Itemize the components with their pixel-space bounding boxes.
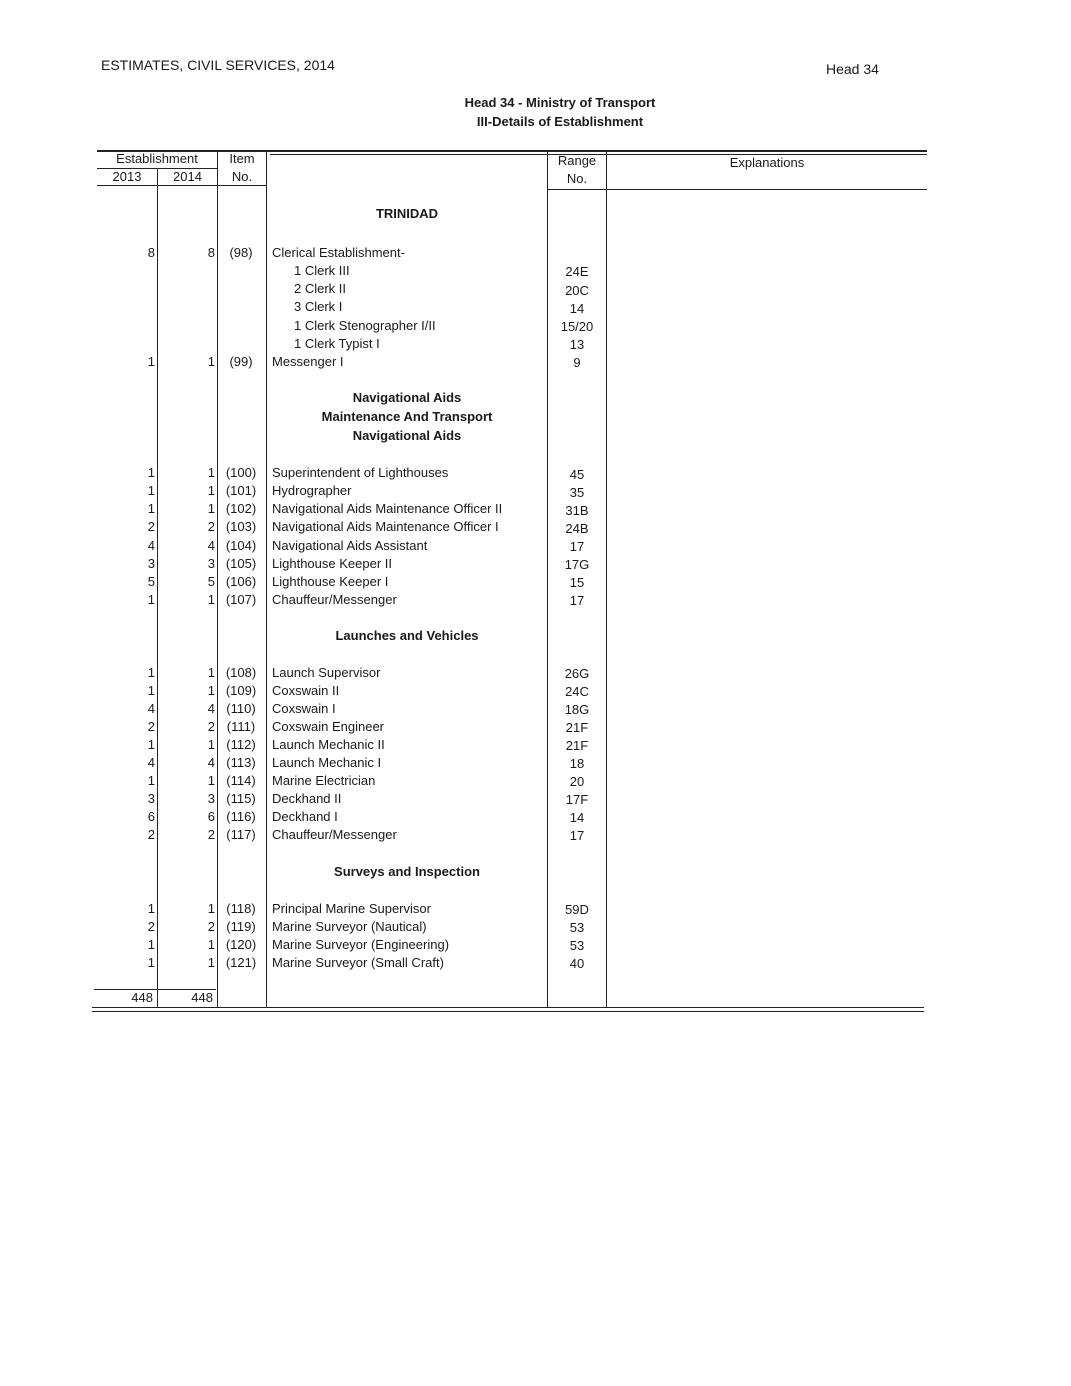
row-2013-count: 4: [147, 538, 155, 553]
row-2013-count: 3: [147, 791, 155, 806]
row-2013-count: 1: [147, 683, 155, 698]
row-range-no: 24B: [565, 521, 589, 536]
row-2013-count: 1: [147, 354, 155, 369]
row-description: Coxswain II: [272, 683, 340, 698]
row-description: Navigational Aids Assistant: [272, 538, 428, 553]
row-range-no: 15/20: [560, 319, 594, 334]
row-description: Navigational Aids Maintenance Officer II: [272, 501, 503, 516]
row-description: Marine Surveyor (Small Craft): [272, 955, 444, 970]
row-description: Navigational Aids Maintenance Officer I: [272, 519, 499, 534]
row-range-no: 35: [569, 485, 585, 500]
row-range-no: 53: [569, 938, 585, 953]
row-description: 1 Clerk Typist I: [294, 336, 380, 351]
row-2013-count: 2: [147, 919, 155, 934]
range-heading: Range: [557, 153, 597, 168]
row-range-no: 20C: [565, 283, 589, 298]
row-range-no: 17G: [564, 557, 590, 572]
row-range-no: 20: [569, 774, 585, 789]
row-item-no: (113): [226, 755, 256, 770]
row-item-no: (118): [226, 901, 256, 916]
row-2013-count: 1: [147, 901, 155, 916]
row-description: 1 Clerk Stenographer I/II: [294, 318, 436, 333]
row-2014-count: 1: [207, 955, 215, 970]
row-range-no: 24E: [565, 264, 589, 279]
row-2014-count: 1: [207, 665, 215, 680]
row-2014-count: 1: [207, 483, 215, 498]
section-navigational-aids: Navigational Aids: [352, 390, 462, 405]
header-bottom-rule-right: [548, 189, 927, 190]
row-range-no: 17: [569, 539, 585, 554]
section-trinidad: TRINIDAD: [375, 206, 439, 221]
explanations-heading: Explanations: [729, 155, 805, 170]
row-item-no: (106): [225, 574, 257, 589]
row-2013-count: 8: [147, 245, 155, 260]
table-bottom-rule-double: [92, 1011, 924, 1012]
item-heading: Item: [229, 151, 255, 166]
row-2013-count: 5: [147, 574, 155, 589]
row-2013-count: 1: [147, 592, 155, 607]
row-range-no: 24C: [565, 684, 589, 699]
row-2014-count: 1: [207, 501, 215, 516]
row-2014-count: 2: [207, 919, 215, 934]
row-item-no: (108): [225, 665, 257, 680]
total-2014: 448: [191, 990, 213, 1005]
row-description: Marine Surveyor (Engineering): [272, 937, 450, 952]
row-item-no: (114): [226, 773, 256, 788]
row-description: Chauffeur/Messenger: [272, 827, 397, 842]
row-range-no: 18: [569, 756, 585, 771]
row-2014-count: 1: [207, 901, 215, 916]
row-description: Clerical Establishment-: [272, 245, 405, 260]
row-range-no: 59D: [565, 902, 589, 917]
row-item-no: (111): [226, 719, 256, 734]
section-launches-vehicles: Launches and Vehicles: [335, 628, 479, 643]
row-item-no: (104): [225, 538, 257, 553]
row-range-no: 17: [569, 828, 585, 843]
row-item-no: (121): [225, 955, 257, 970]
row-range-no: 53: [569, 920, 585, 935]
row-2013-count: 2: [147, 719, 155, 734]
row-description: Marine Electrician: [272, 773, 376, 788]
row-range-no: 13: [569, 337, 585, 352]
row-2013-count: 1: [147, 937, 155, 952]
header-bottom-rule: [97, 185, 267, 186]
row-2014-count: 5: [207, 574, 215, 589]
row-range-no: 14: [569, 301, 585, 316]
row-description: Coxswain Engineer: [272, 719, 385, 734]
row-description: Messenger I: [272, 354, 344, 369]
row-item-no: (116): [226, 809, 256, 824]
row-2013-count: 1: [147, 955, 155, 970]
row-2014-count: 1: [207, 354, 215, 369]
row-description: Coxswain I: [272, 701, 336, 716]
row-2014-count: 1: [207, 737, 215, 752]
year-2013-heading: 2013: [112, 169, 142, 184]
row-item-no: (110): [226, 701, 256, 716]
row-range-no: 15: [569, 575, 585, 590]
row-2014-count: 1: [207, 773, 215, 788]
row-2013-count: 1: [147, 773, 155, 788]
row-2013-count: 3: [147, 556, 155, 571]
row-item-no: (99): [229, 354, 253, 369]
row-2014-count: 1: [207, 937, 215, 952]
row-2014-count: 4: [207, 538, 215, 553]
row-2014-count: 2: [207, 519, 215, 534]
row-description: Lighthouse Keeper I: [272, 574, 389, 589]
row-item-no: (119): [226, 919, 256, 934]
row-range-no: 40: [569, 956, 585, 971]
row-description: Deckhand I: [272, 809, 338, 824]
row-2014-count: 1: [207, 683, 215, 698]
row-2014-count: 8: [207, 245, 215, 260]
row-description: 3 Clerk I: [294, 299, 343, 314]
row-description: 1 Clerk III: [294, 263, 350, 278]
row-2013-count: 1: [147, 501, 155, 516]
row-description: Hydrographer: [272, 483, 352, 498]
row-description: Lighthouse Keeper II: [272, 556, 392, 571]
row-range-no: 31B: [565, 503, 589, 518]
row-2013-count: 1: [147, 465, 155, 480]
row-item-no: (103): [225, 519, 257, 534]
row-2014-count: 1: [207, 465, 215, 480]
row-2014-count: 4: [207, 755, 215, 770]
row-description: Superintendent of Lighthouses: [272, 465, 449, 480]
item-no-heading: No.: [231, 169, 253, 184]
row-range-no: 26G: [564, 666, 590, 681]
row-range-no: 21F: [565, 738, 589, 753]
row-item-no: (101): [225, 483, 257, 498]
row-description: Launch Mechanic II: [272, 737, 385, 752]
row-range-no: 9: [573, 355, 581, 370]
row-item-no: (109): [225, 683, 257, 698]
col-divider-item-desc: [266, 150, 267, 1008]
row-item-no: (100): [225, 465, 257, 480]
document-header-right: Head 34: [826, 61, 879, 77]
row-item-no: (107): [225, 592, 257, 607]
row-description: Deckhand II: [272, 791, 342, 806]
section-surveys-inspection: Surveys and Inspection: [334, 864, 480, 879]
row-2013-count: 4: [147, 701, 155, 716]
row-range-no: 18G: [564, 702, 590, 717]
establishment-heading: Establishment: [116, 151, 198, 166]
range-no-heading: No.: [566, 171, 588, 186]
col-divider-range-explanations: [606, 152, 607, 1008]
page-title: Head 34 - Ministry of Transport: [464, 95, 656, 110]
row-2014-count: 2: [207, 719, 215, 734]
row-2013-count: 2: [147, 827, 155, 842]
row-2013-count: 1: [147, 665, 155, 680]
row-2013-count: 2: [147, 519, 155, 534]
row-2014-count: 4: [207, 701, 215, 716]
row-2013-count: 4: [147, 755, 155, 770]
row-item-no: (120): [225, 937, 257, 952]
row-item-no: (112): [226, 737, 256, 752]
row-2013-count: 1: [147, 737, 155, 752]
row-item-no: (105): [225, 556, 257, 571]
section-navigational-aids-sub: Navigational Aids: [352, 428, 462, 443]
row-2014-count: 3: [207, 791, 215, 806]
page-subtitle: III-Details of Establishment: [476, 114, 644, 129]
year-2014-heading: 2014: [173, 169, 202, 184]
row-description: 2 Clerk II: [294, 281, 347, 296]
section-maintenance-transport: Maintenance And Transport: [321, 409, 493, 424]
row-range-no: 17: [569, 593, 585, 608]
row-range-no: 17F: [565, 792, 589, 807]
row-description: Principal Marine Supervisor: [272, 901, 431, 916]
row-range-no: 45: [569, 467, 585, 482]
row-description: Marine Surveyor (Nautical): [272, 919, 427, 934]
total-2013: 448: [131, 990, 153, 1005]
document-header-left: ESTIMATES, CIVIL SERVICES, 2014: [101, 57, 335, 73]
row-description: Launch Supervisor: [272, 665, 381, 680]
row-item-no: (98): [229, 245, 253, 260]
row-item-no: (115): [226, 791, 256, 806]
row-description: Chauffeur/Messenger: [272, 592, 397, 607]
row-item-no: (102): [225, 501, 257, 516]
row-2013-count: 1: [147, 483, 155, 498]
row-range-no: 14: [569, 810, 585, 825]
row-2013-count: 6: [147, 809, 155, 824]
row-2014-count: 1: [207, 592, 215, 607]
row-2014-count: 6: [207, 809, 215, 824]
row-item-no: (117): [226, 827, 256, 842]
row-range-no: 21F: [565, 720, 589, 735]
row-2014-count: 2: [207, 827, 215, 842]
row-description: Launch Mechanic I: [272, 755, 382, 770]
row-2014-count: 3: [207, 556, 215, 571]
